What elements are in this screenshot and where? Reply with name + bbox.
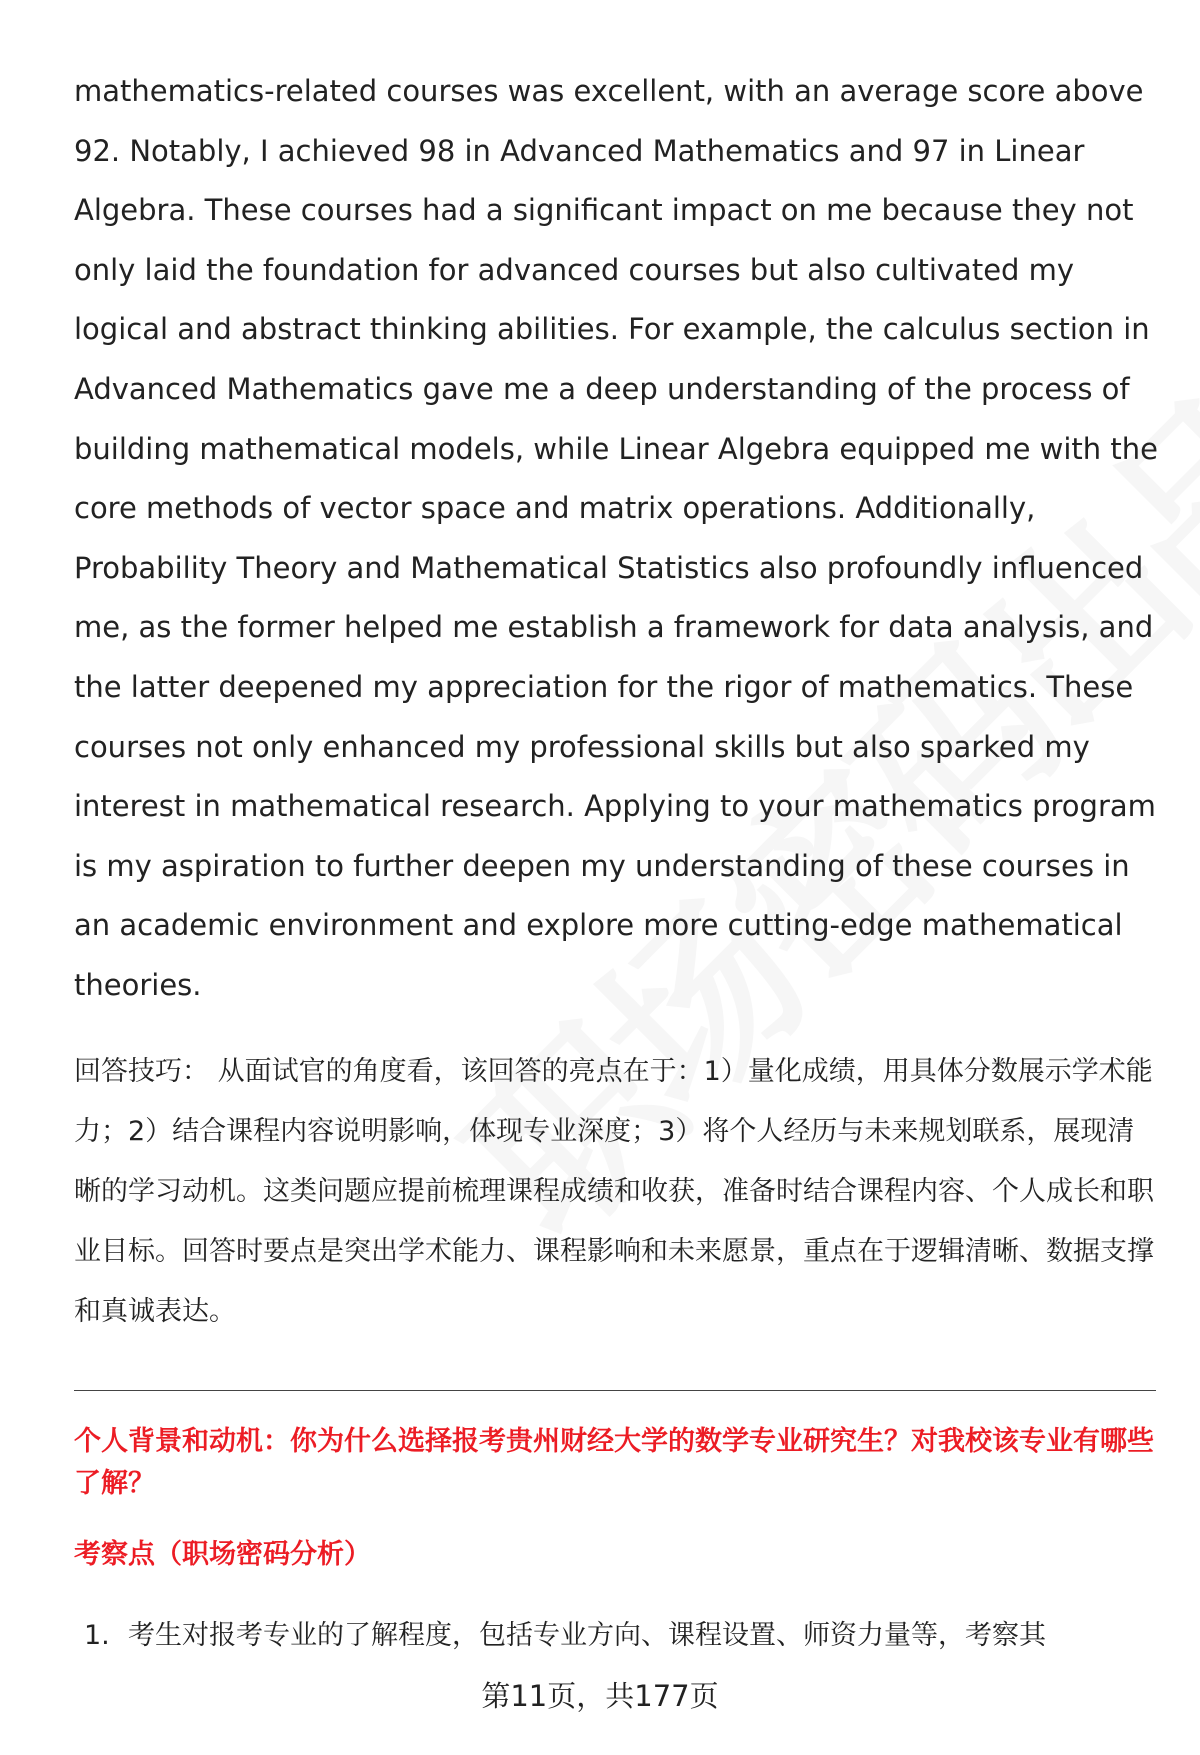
list-item-number: 1. bbox=[84, 1620, 110, 1651]
answer-tips-paragraph: 回答技巧： 从面试官的角度看，该回答的亮点在于：1）量化成绩，用具体分数展示学术能力；2）结合课程内容说明影响，体现专业深度；3）将个人经历与未来规划联系，展现清晰的学习动机。这类问题应提前梳理课程成绩和收获，准备时结合课程内容、个人成长和职业目标。回答时要点是突出学术能力、课程影响和未来愿景，重点在于逻辑清晰、数据支撑和真诚表达。 bbox=[74, 1056, 1154, 1327]
assessment-points-heading: 考察点（职场密码分析） bbox=[74, 1539, 371, 1570]
question-heading: 个人背景和动机：你为什么选择报考贵州财经大学的数学专业研究生？对我校该专业有哪些了解？ bbox=[74, 1426, 1154, 1499]
section-divider bbox=[74, 1390, 1156, 1391]
list-item bbox=[84, 1614, 1164, 1658]
answer-paragraph: mathematics-related courses was excellent, with an average score above 92. Notably, I achieved 98 in Advanced Mathematics and 97 in Linear Algebra. These courses had a significant impact on me because they not only laid the foundation for advanced courses but also cultivated my logical and abstract thinking abilities. For example, the calculus section in Advanced Mathematics gave me a deep understanding of the process of building mathematical models, while Linear Algebra equipped me with the core methods of vector space and matrix operations. Additionally, Probability Theory and Mathematical Statistics also profoundly influenced me, as the former helped me establish a framework for data analysis, and the latter deepened my appreciation for the rigor of mathematics. These courses not only enhanced my professional skills but also sparked my interest in mathematical research. Applying to your mathematics program is my aspiration to further deepen my understanding of these courses in an academic environment and explore more cutting-edge mathematical theories. bbox=[74, 74, 1158, 1002]
list-item-text: 考生对报考专业的了解程度，包括专业方向、课程设置、师资力量等，考察其 bbox=[128, 1620, 1046, 1651]
page-number: 第11页，共177页 bbox=[481, 1679, 719, 1713]
